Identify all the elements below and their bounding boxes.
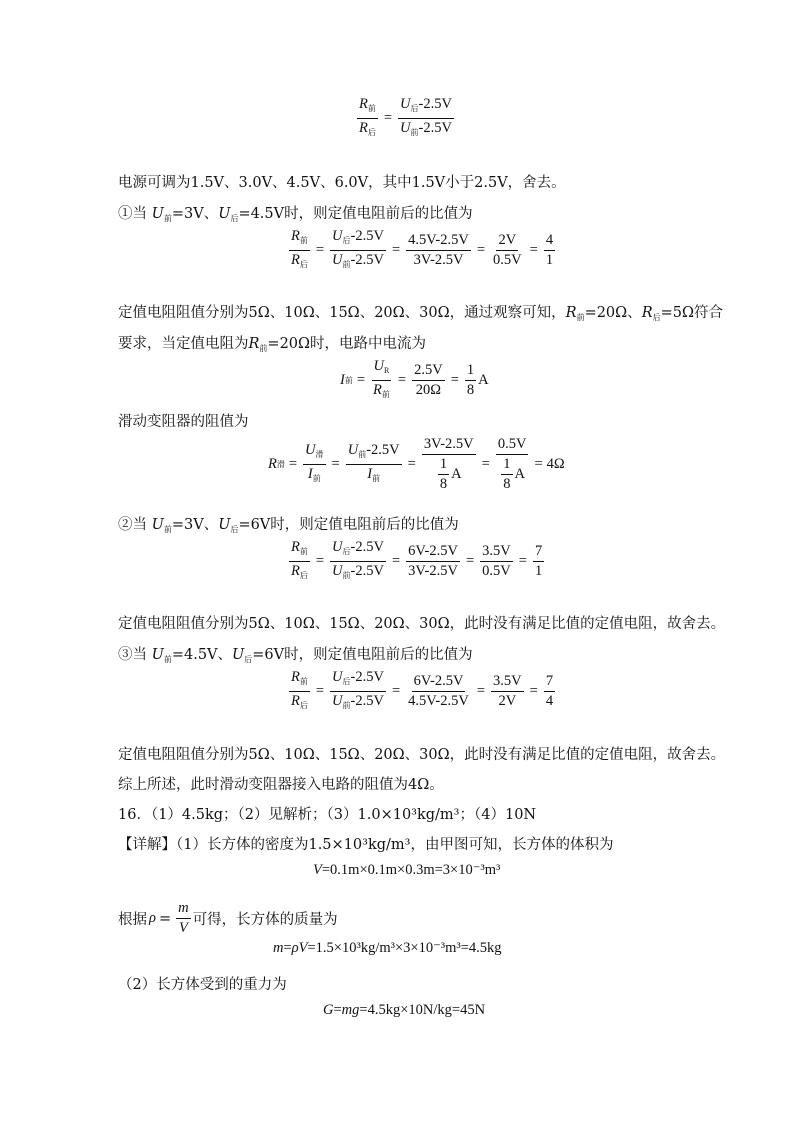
case-2-heading: ②当 $U_前=3V$、$U_后=6V$时，则定值电阻前后的比值为 [118,517,459,534]
formula-slider-resistance: R 滑 = $\frac{U_滑}{I_前}$ = $\frac{U_前-2.5V}{I_前}$ = 3V-2.5V $\frac{1}{8}$ A = 0.5V $\frac{1}{8}$ A = 4Ω [268,436,565,492]
text-requirement: 要求，当定值电阻为$R_前=20\Omega$时，电路中电流为 [118,336,427,353]
text-gravity-heading: （2）长方体受到的重力为 [118,977,287,993]
text-according-to: 根据 ρ = $\frac{m}{V}$ 可得，长方体的质量为 [118,900,338,936]
formula-case-2: $\frac{R_前}{R_后}$ = $\frac{U_后-2.5V}{U_前-2.5V}$ = $\frac{6V-2.5V}{3V-2.5V}$ = $\frac{3.5V}{0.5V}$ = $\frac{7}{1}$ [291,539,543,580]
text-no-match-1: 定值电阻阻值分别为5Ω、10Ω、15Ω、20Ω、30Ω，此时没有满足比值的定值电阻，故舍去。 [118,616,726,632]
formula-gravity: G = mg =4.5kg×10N/kg=45N [323,1002,486,1018]
question-16-answer: 16．（1）4.5kg；（2）见解析；（3）1.0×10³kg/m³；（4）10N [118,807,537,823]
formula-case-3: $\frac{R_前}{R_后}$ = $\frac{U_后-2.5V}{U_前-2.5V}$ = $\frac{6V-2.5V}{4.5V-2.5V}$ = $\frac{3.5V}{2V}$ = $\frac{7}{4}$ [291,669,554,710]
detail-line-1: 【详解】（1）长方体的密度为1.5×10³kg/m³，由甲图可知，长方体的体积为 [118,837,614,853]
detail-tag: 【详解】 [118,837,176,853]
formula-case-1: $\frac{R_前}{R_后}$ = $\frac{U_后-2.5V}{U_前-2.5V}$ = $\frac{4.5V-2.5V}{3V-2.5V}$ = $\frac{2V}{0.5V}$ = $\frac{4}{1}$ [291,228,554,269]
formula-ratio-general: $\frac{R_前}{R_后}$ = $\frac{U_后-2.5V}{U_前-2.5V}$ [359,96,452,137]
text-conclusion: 综上所述，此时滑动变阻器接入电路的阻值为4Ω。 [118,777,444,793]
text-resistor-values-1: 定值电阻阻值分别为5Ω、10Ω、15Ω、20Ω、30Ω，通过观察可知，$R_前=20\Omega$、$R_后=5\Omega$符合 [118,305,724,322]
case-1-heading: ①当 $U_前=3V$、$U_后=4.5V$时，则定值电阻前后的比值为 [118,206,473,223]
case-3-heading: ③当 $U_前=4.5V$、$U_后=6V$时，则定值电阻前后的比值为 [118,647,473,664]
text-no-match-2: 定值电阻阻值分别为5Ω、10Ω、15Ω、20Ω、30Ω，此时没有满足比值的定值电阻，故舍去。 [118,747,726,763]
text-slider-resistance: 滑动变阻器的阻值为 [118,414,249,430]
formula-mass: m = ρ V =1.5×10³kg/m³×3×10⁻³m³=4.5kg [273,940,502,956]
formula-current: I 前 = $\frac{U_R}{R_前}$ = $\frac{2.5V}{20\Omega}$ = $\frac{1}{8}$ A [340,358,489,399]
formula-volume: V =0.1m×0.1m×0.3m=3×10⁻³m³ [313,862,501,878]
text-power-adjust: 电源可调为1.5V、3.0V、4.5V、6.0V，其中1.5V小于2.5V，舍去。 [118,175,566,191]
